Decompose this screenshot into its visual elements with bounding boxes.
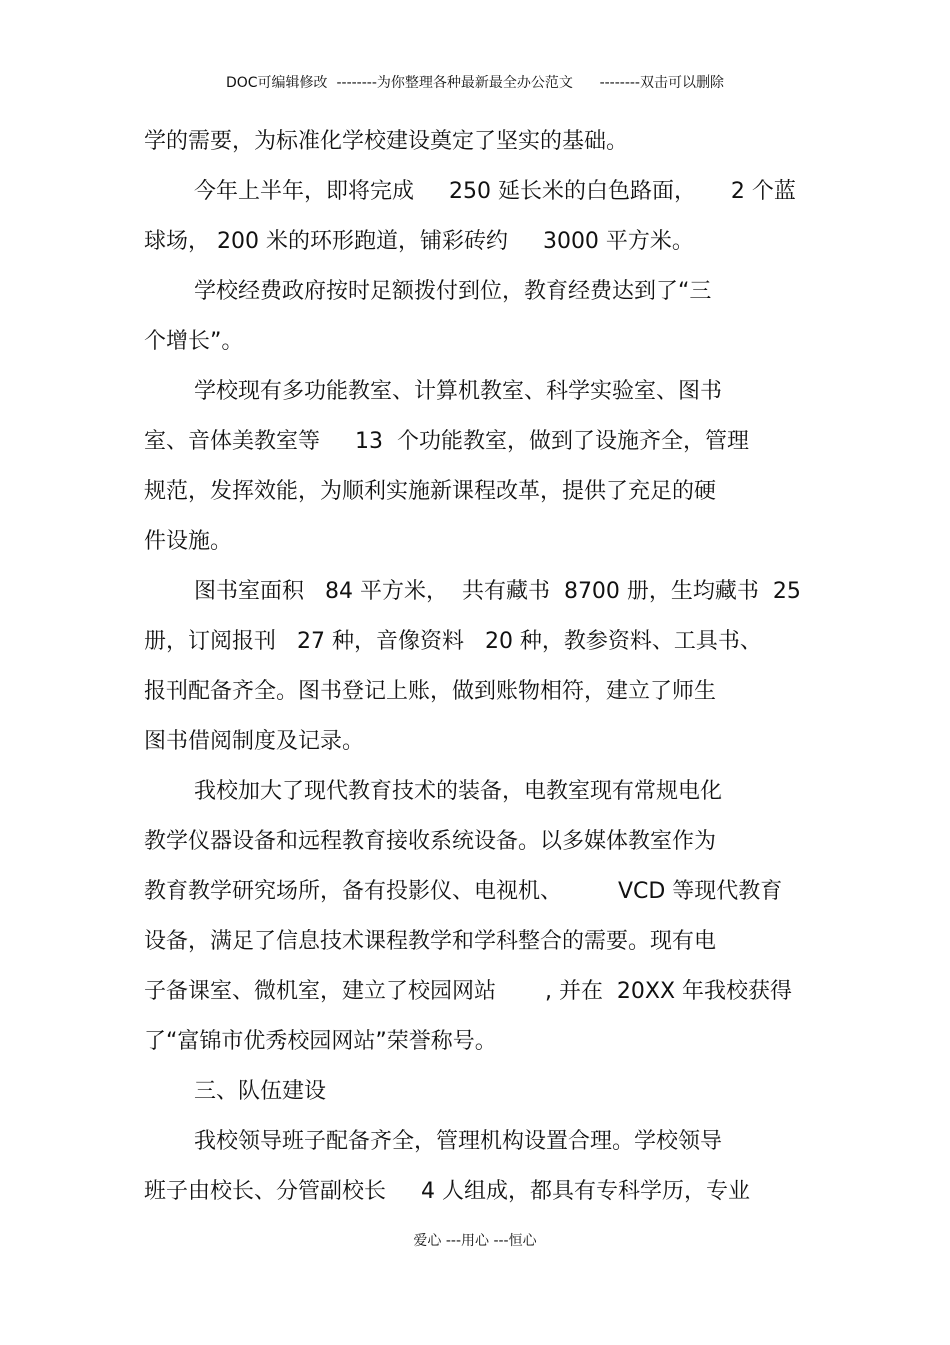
text-line: 设备，满足了信息技术课程教学和学科整合的需要。现有电 <box>144 929 717 954</box>
text-line: 教学仪器设备和远程教育接收系统设备。以多媒体教室作为 <box>144 829 717 854</box>
text-line: 子备课室、微机室，建立了校园网站 , 并在 20XX 年我校获得 <box>144 979 793 1004</box>
page-footer: 爱心 ---用心 ---恒心 <box>413 1233 537 1249</box>
text-line: 学校现有多功能教室、计算机教室、科学实验室、图书 <box>194 379 723 404</box>
text-line: 件设施。 <box>144 529 233 554</box>
text-line: 个增长”。 <box>144 329 244 354</box>
page-header: DOC可编辑修改 --------为你整理各种最新最全办公范文 --------双击可以删除 <box>225 75 724 91</box>
text-line: 我校加大了现代教育技术的装备，电教室现有常规电化 <box>194 779 723 804</box>
text-line: 图书借阅制度及记录。 <box>144 729 365 754</box>
text-line: 教育教学研究场所，备有投影仪、电视机、 VCD 等现代教育 <box>144 879 783 904</box>
text-line: 班子由校长、分管副校长 4 人组成，都具有专科学历，专业 <box>144 1179 750 1204</box>
text-line: 图书室面积 84 平方米， 共有藏书 8700 册，生均藏书 25 <box>194 579 801 604</box>
text-line: 册，订阅报刊 27 种，音像资料 20 种，教参资料、工具书、 <box>144 629 762 654</box>
text-line: 我校领导班子配备齐全，管理机构设置合理。学校领导 <box>194 1129 723 1154</box>
text-line: 了“富锦市优秀校园网站”荣誉称号。 <box>144 1029 497 1054</box>
text-line: 学的需要，为标准化学校建设奠定了坚实的基础。 <box>144 129 629 154</box>
text-line: 学校经费政府按时足额拨付到位，教育经费达到了“三 <box>194 279 712 304</box>
text-line: 今年上半年，即将完成 250 延长米的白色路面， 2 个蓝 <box>194 179 796 204</box>
text-line: 球场， 200 米的环形跑道，铺彩砖约 3000 平方米。 <box>144 229 694 254</box>
section-heading: 三、队伍建设 <box>194 1079 327 1104</box>
text-line: 报刊配备齐全。图书登记上账，做到账物相符，建立了师生 <box>144 679 717 704</box>
text-line: 室、音体美教室等 13 个功能教室，做到了设施齐全，管理 <box>144 429 749 454</box>
text-line: 规范，发挥效能，为顺利实施新课程改革，提供了充足的硬 <box>144 479 717 504</box>
